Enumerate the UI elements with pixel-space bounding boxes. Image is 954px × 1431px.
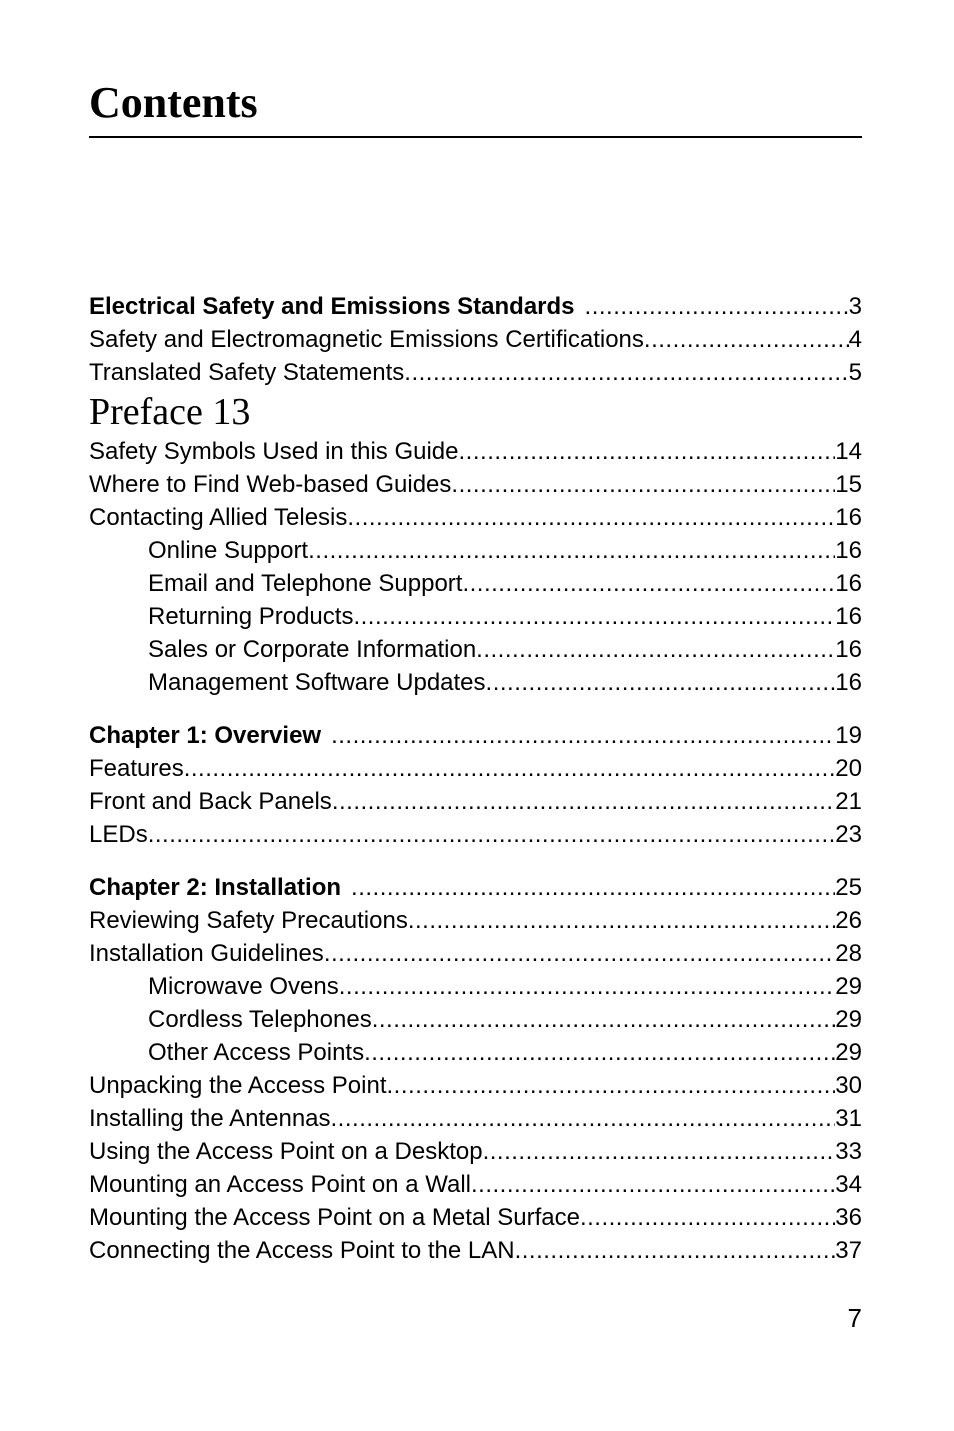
toc-entry-page: 36: [835, 1204, 862, 1231]
toc-entry-page: 16: [835, 603, 862, 630]
dot-leader: [459, 435, 836, 468]
toc-entry[interactable]: [89, 1168, 862, 1201]
toc-entry[interactable]: [89, 1201, 862, 1234]
toc-entry-label: Management Software Updates: [148, 669, 486, 696]
toc-entry-label: Safety and Electromagnetic Emissions Certifications: [89, 326, 644, 353]
toc-entry-page: 21: [835, 788, 862, 815]
toc-entry-label: Safety Symbols Used in this Guide: [89, 438, 459, 465]
toc-entry-page: 3: [848, 293, 862, 320]
toc-entry-page: 29: [835, 1039, 862, 1066]
dot-leader: [331, 1102, 836, 1135]
toc-entry[interactable]: [89, 1069, 862, 1102]
dot-leader: [351, 871, 835, 904]
toc-entry-page: 15: [835, 471, 862, 498]
toc-entry-page: 16: [835, 669, 862, 696]
toc-entry-label: Email and Telephone Support: [148, 570, 463, 597]
toc-entry-label: Chapter 2: Installation: [89, 874, 342, 901]
toc-entry[interactable]: [89, 719, 862, 752]
toc-entry[interactable]: [89, 435, 862, 468]
dot-leader: [364, 1036, 835, 1069]
toc-entry[interactable]: [89, 1036, 862, 1069]
toc-entry-page: 25: [835, 874, 862, 901]
toc-entry[interactable]: [89, 937, 862, 970]
toc-entry-label: Mounting an Access Point on a Wall: [89, 1171, 471, 1198]
dot-leader: [585, 290, 849, 323]
toc-entry[interactable]: [89, 904, 862, 937]
toc-entry-page: 16: [835, 537, 862, 564]
toc-entry-label: Microwave Ovens: [148, 973, 339, 1000]
toc-entry-page: 29: [835, 1006, 862, 1033]
toc-entry[interactable]: [89, 633, 862, 666]
dot-leader: [184, 752, 836, 785]
toc-entry[interactable]: [89, 1135, 862, 1168]
toc-entry-page: 14: [835, 438, 862, 465]
toc-entry-page: 19: [835, 722, 862, 749]
toc-entry[interactable]: [89, 534, 862, 567]
toc-entry-label: Other Access Points: [148, 1039, 365, 1066]
dot-leader: [372, 1003, 836, 1036]
page-title: Contents: [89, 78, 258, 127]
toc-entry-label: LEDs: [89, 821, 148, 848]
toc-entry-label: Installing the Antennas: [89, 1105, 331, 1132]
toc-entry-label: Electrical Safety and Emissions Standards: [89, 293, 575, 320]
toc-entry-page: 16: [835, 570, 862, 597]
toc-entry-label: Contacting Allied Telesis: [89, 504, 348, 531]
toc-entry-label: Connecting the Access Point to the LAN: [89, 1237, 515, 1264]
dot-leader: [339, 970, 836, 1003]
dot-leader: [451, 468, 835, 501]
toc-entry-page: 34: [835, 1171, 862, 1198]
dot-leader: [387, 1069, 836, 1102]
toc-entry[interactable]: [89, 323, 862, 356]
title-rule: [89, 136, 862, 138]
dot-leader: [486, 666, 836, 699]
dot-leader: [353, 600, 835, 633]
dot-leader: [462, 567, 835, 600]
toc-entry-label: Reviewing Safety Precautions: [89, 907, 408, 934]
toc-entry-page: 37: [835, 1237, 862, 1264]
toc-entry[interactable]: [89, 785, 862, 818]
toc-entry[interactable]: [89, 871, 862, 904]
toc-entry-label: Chapter 1: Overview: [89, 722, 322, 749]
toc-entry[interactable]: [89, 567, 862, 600]
toc-entry-label: Where to Find Web-based Guides: [89, 471, 452, 498]
dot-leader: [476, 633, 835, 666]
dot-leader: [347, 501, 835, 534]
toc-entry-page: 29: [835, 973, 862, 1000]
toc-entry[interactable]: [89, 970, 862, 1003]
toc-entry-page: 16: [835, 636, 862, 663]
toc-entry-page: 33: [835, 1138, 862, 1165]
dot-leader: [404, 356, 848, 389]
toc-entry[interactable]: [89, 356, 862, 389]
toc-entry-label: Online Support: [148, 537, 309, 564]
toc-entry[interactable]: [89, 290, 862, 323]
dot-leader: [332, 785, 835, 818]
toc-entry[interactable]: [89, 1234, 862, 1267]
dot-leader: [408, 904, 835, 937]
dot-leader: [331, 719, 835, 752]
toc-entry-page: 30: [835, 1072, 862, 1099]
toc-entry-page: 31: [835, 1105, 862, 1132]
toc-entry[interactable]: [89, 501, 862, 534]
toc-entry-label: Features: [89, 755, 184, 782]
toc-entry-label: Cordless Telephones: [148, 1006, 372, 1033]
toc-entry-label: Translated Safety Statements: [89, 359, 405, 386]
toc-entry[interactable]: [89, 1003, 862, 1036]
toc-entry-label: Mounting the Access Point on a Metal Surface: [89, 1204, 580, 1231]
toc-entry[interactable]: [89, 1102, 862, 1135]
toc-entry[interactable]: [89, 468, 862, 501]
toc-entry-label: Front and Back Panels: [89, 788, 332, 815]
dot-leader: [483, 1135, 836, 1168]
page-number: 7: [847, 1303, 862, 1333]
toc-entry[interactable]: [89, 818, 862, 851]
toc-entry-label: Sales or Corporate Information: [148, 636, 477, 663]
toc-entry-label: Returning Products: [148, 603, 354, 630]
table-of-contents: [89, 290, 862, 1267]
toc-entry-page: 4: [848, 326, 862, 353]
toc-entry[interactable]: [89, 600, 862, 633]
toc-section-heading: Preface 13: [89, 391, 251, 433]
dot-leader: [324, 937, 835, 970]
toc-entry[interactable]: [89, 666, 862, 699]
toc-entry-page: 28: [835, 940, 862, 967]
toc-entry-page: 16: [835, 504, 862, 531]
toc-entry-label: Unpacking the Access Point: [89, 1072, 387, 1099]
dot-leader: [515, 1234, 836, 1267]
toc-entry-label: Installation Guidelines: [89, 940, 324, 967]
dot-leader: [644, 323, 849, 356]
toc-entry-page: 23: [835, 821, 862, 848]
dot-leader: [580, 1201, 835, 1234]
toc-entry-page: 20: [835, 755, 862, 782]
dot-leader: [148, 818, 836, 851]
dot-leader: [308, 534, 835, 567]
toc-entry-page: 26: [835, 907, 862, 934]
toc-entry[interactable]: [89, 752, 862, 785]
toc-entry-label: Using the Access Point on a Desktop: [89, 1138, 483, 1165]
dot-leader: [471, 1168, 835, 1201]
toc-entry-page: 5: [848, 359, 862, 386]
